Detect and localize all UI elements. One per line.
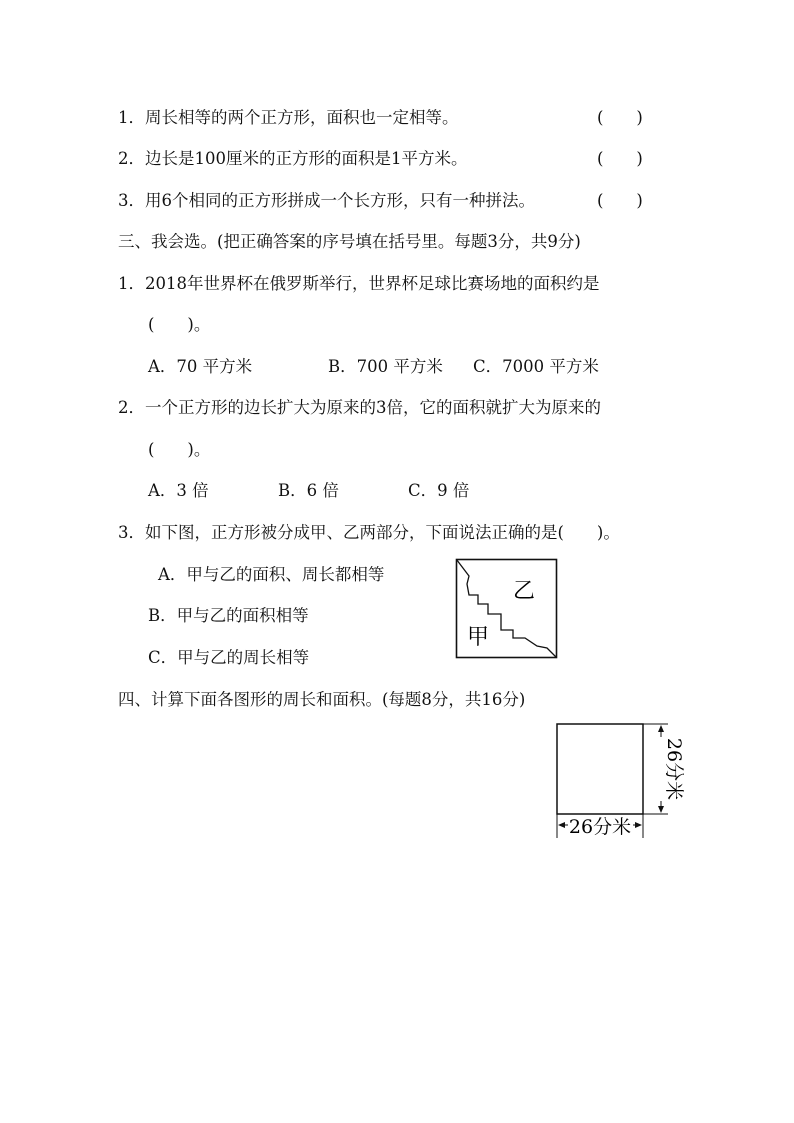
judge-paren-3[interactable]: ( ) xyxy=(597,191,643,210)
q2-text: 2．一个正方形的边长扩大为原来的3倍，它的面积就扩大为原来的 xyxy=(118,398,601,417)
q3-text: 3．如下图，正方形被分成甲、乙两部分，下面说法正确的是( )。 xyxy=(118,523,620,542)
q3-option-a[interactable]: A．甲与乙的面积、周长都相等 xyxy=(158,565,385,584)
q2-option-a[interactable]: A．3 倍 xyxy=(148,481,209,500)
judge-item-2: 2．边长是100厘米的正方形的面积是1平方米。 xyxy=(118,149,468,168)
square-shape xyxy=(557,724,643,814)
width-arrow-left-icon xyxy=(558,822,565,828)
q2-blank[interactable]: ( )。 xyxy=(148,440,211,459)
judge-paren-1[interactable]: ( ) xyxy=(597,108,643,127)
q1-text: 1．2018年世界杯在俄罗斯举行，世界杯足球比赛场地的面积约是 xyxy=(118,274,600,293)
height-label: 26分米 xyxy=(663,737,685,801)
height-arrow-down-icon xyxy=(658,806,664,813)
judge-paren-2[interactable]: ( ) xyxy=(597,149,643,168)
divided-square-figure xyxy=(455,558,559,660)
section4-title: 四、计算下面各图形的周长和面积。(每题8分，共16分) xyxy=(118,690,526,709)
square-26-figure xyxy=(553,720,685,842)
q3-option-b[interactable]: B．甲与乙的面积相等 xyxy=(148,606,309,625)
q1-option-c[interactable]: C．7000 平方米 xyxy=(473,357,599,376)
q1-blank[interactable]: ( )。 xyxy=(148,315,211,334)
q1-option-a[interactable]: A．70 平方米 xyxy=(148,357,253,376)
q2-option-c[interactable]: C．9 倍 xyxy=(408,481,470,500)
width-label: 26分米 xyxy=(568,816,632,838)
judge-item-1: 1．周长相等的两个正方形，面积也一定相等。 xyxy=(118,108,459,127)
label-yi: 乙 xyxy=(513,579,536,604)
width-arrow-right-icon xyxy=(635,822,642,828)
q1-option-b[interactable]: B．700 平方米 xyxy=(328,357,443,376)
q3-option-c[interactable]: C．甲与乙的周长相等 xyxy=(148,648,310,667)
section3-title: 三、我会选。(把正确答案的序号填在括号里。每题3分，共9分) xyxy=(118,232,581,251)
label-jia: 甲 xyxy=(467,625,490,650)
height-arrow-up-icon xyxy=(658,725,664,732)
judge-item-3: 3．用6个相同的正方形拼成一个长方形，只有一种拼法。 xyxy=(118,191,535,210)
q2-option-b[interactable]: B．6 倍 xyxy=(278,481,339,500)
